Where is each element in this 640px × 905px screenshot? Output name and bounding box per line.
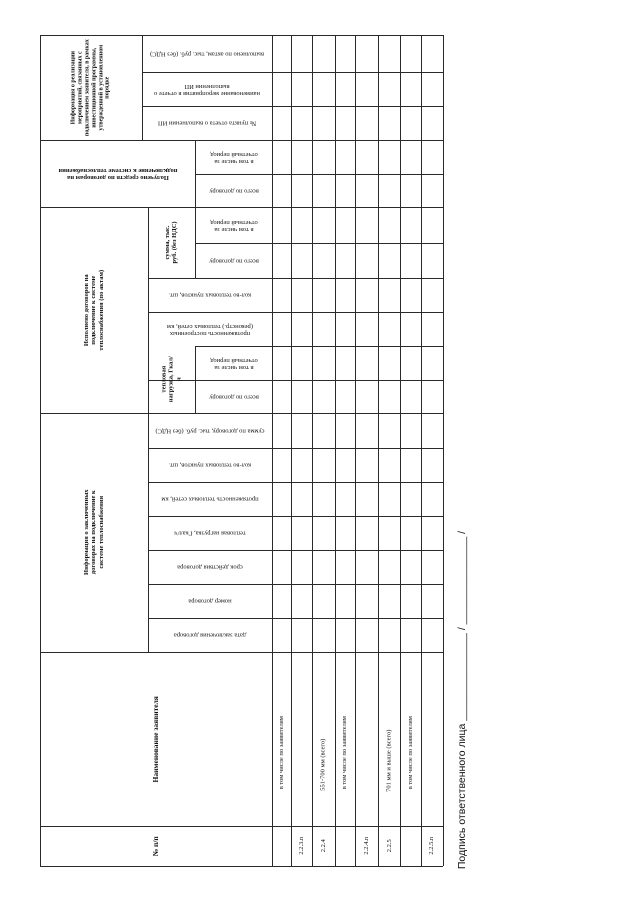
heat-load-total-label: всего по договору — [208, 393, 259, 401]
row-number: 2.2.3.n — [297, 837, 305, 855]
ip-executed-sum-header — [142, 35, 272, 72]
executed-points-label: кол-во тепловых пунктов, шт. — [169, 291, 251, 299]
table-row — [312, 652, 335, 826]
table-row — [291, 652, 312, 826]
applicant-name-header-label: Наименование заявителя — [150, 695, 160, 783]
ip-item-number-label: № пункта отчета о выполнении ИП — [157, 119, 257, 127]
table-row — [272, 826, 291, 866]
ip-item-number-header — [142, 106, 272, 140]
contract-sum-header — [148, 413, 272, 448]
executed-points-header — [148, 278, 272, 312]
funds-period-label: в том числе за отчетный период — [209, 150, 258, 165]
contract-network-length-header — [148, 482, 272, 516]
contract-network-length-label: протяженность тепловых сетей, км — [161, 495, 259, 503]
signature-block — [448, 500, 476, 900]
ip-executed-sum-label: выполнено по актам, тыс. руб. (без НДС) — [150, 50, 264, 58]
table-border-right — [443, 35, 444, 866]
sum-total-label: всего по договору — [208, 257, 259, 265]
row-number-header-label: № п/п — [150, 835, 160, 857]
table-row — [400, 826, 421, 866]
table-row — [355, 652, 378, 826]
heat-load-total-header — [195, 380, 272, 413]
row-name: 551-700 мм (всего) — [319, 738, 327, 791]
contracts-group-header — [40, 413, 148, 652]
table-row — [421, 652, 443, 826]
heat-load-subgroup-header — [148, 346, 195, 413]
contract-term-label: срок действия договора — [177, 563, 243, 571]
table-row — [272, 652, 291, 826]
contract-number-label: номер договора — [188, 597, 232, 605]
ip-group-header — [40, 35, 142, 140]
row-name: в том числе по заявителям — [277, 715, 285, 789]
executed-group-header — [40, 207, 148, 413]
row-number: 2.2.4.n — [362, 837, 370, 855]
contract-date-label: дата заключения договора — [173, 631, 247, 639]
table-row — [355, 826, 378, 866]
ip-measure-name-header — [142, 72, 272, 106]
contract-heat-load-header — [148, 516, 272, 550]
signature-label: Подпись ответственного лица — [455, 723, 468, 870]
row-number: 2.2.4 — [319, 839, 327, 853]
table-row — [378, 826, 400, 866]
executed-length-header — [148, 312, 272, 346]
signature-text — [456, 531, 468, 869]
funds-group-header — [40, 140, 195, 207]
contracts-group-label: Информация о заключенных договорах на подключение к системе теплоснабжения — [82, 489, 105, 576]
funds-group-label: Получено средств по договорам на подключение к системе теплоснабжения — [58, 166, 177, 181]
table-row — [312, 826, 335, 866]
sum-subgroup-label: сумма, тыс. руб. (без НДС) — [164, 221, 179, 264]
funds-total-label: всего по договору — [208, 187, 259, 195]
table-row — [378, 652, 400, 826]
row-name: в том числе по заявителям — [406, 715, 414, 789]
contract-heat-load-label: тепловая нагрузка, Гкал/ч — [174, 529, 246, 537]
row-number-header — [40, 826, 272, 866]
row-number: 2.2.5.n — [428, 837, 436, 855]
funds-period-header — [195, 140, 272, 174]
funds-total-header — [195, 174, 272, 207]
contract-points-header — [148, 448, 272, 482]
table-row — [335, 826, 355, 866]
contract-number-header — [148, 584, 272, 618]
row-name: в том числе по заявителям — [341, 715, 349, 789]
row-number: 2.2.5 — [385, 839, 393, 853]
contract-sum-label: сумма по договору, тыс. руб. (без НДС) — [155, 427, 265, 435]
heat-load-subgroup-label: тепловая нагрузка, Гкал/ч — [160, 356, 183, 403]
contract-points-label: кол-во тепловых пунктов, шт. — [169, 461, 251, 469]
contract-date-header — [148, 618, 272, 652]
ip-measure-name-label: наименование мероприятия в отчете о выполнении ИП — [154, 82, 260, 97]
table-row — [335, 652, 355, 826]
table-row — [421, 826, 443, 866]
table-border-bottom — [40, 866, 443, 867]
table-row — [291, 826, 312, 866]
sum-period-label: в том числе за отчетный период — [209, 218, 258, 233]
applicant-name-header — [40, 652, 272, 826]
executed-length-label: протяженность построенных (реконстр.) тепловых сетей, км — [167, 322, 253, 337]
row-name: 701 мм и выше (всего) — [385, 729, 393, 792]
ip-group-label: Информация о реализации мероприятий, связанных с подключением заявителя, в рамках инвестиционной программы, утвержденной в установленном порядке — [70, 39, 111, 136]
executed-group-label: Исполнено договоров на подключение к системе теплоснабжения (по актам) — [82, 269, 105, 351]
heat-load-period-header — [195, 346, 272, 380]
sum-total-header — [195, 243, 272, 278]
sum-period-header — [195, 207, 272, 243]
table-row — [400, 652, 421, 826]
heat-load-period-label: в том числе за отчетный период — [209, 356, 258, 371]
signature-line: _______________ / _______________ / — [455, 530, 468, 721]
contract-term-header — [148, 550, 272, 584]
sum-subgroup-header — [148, 207, 195, 278]
